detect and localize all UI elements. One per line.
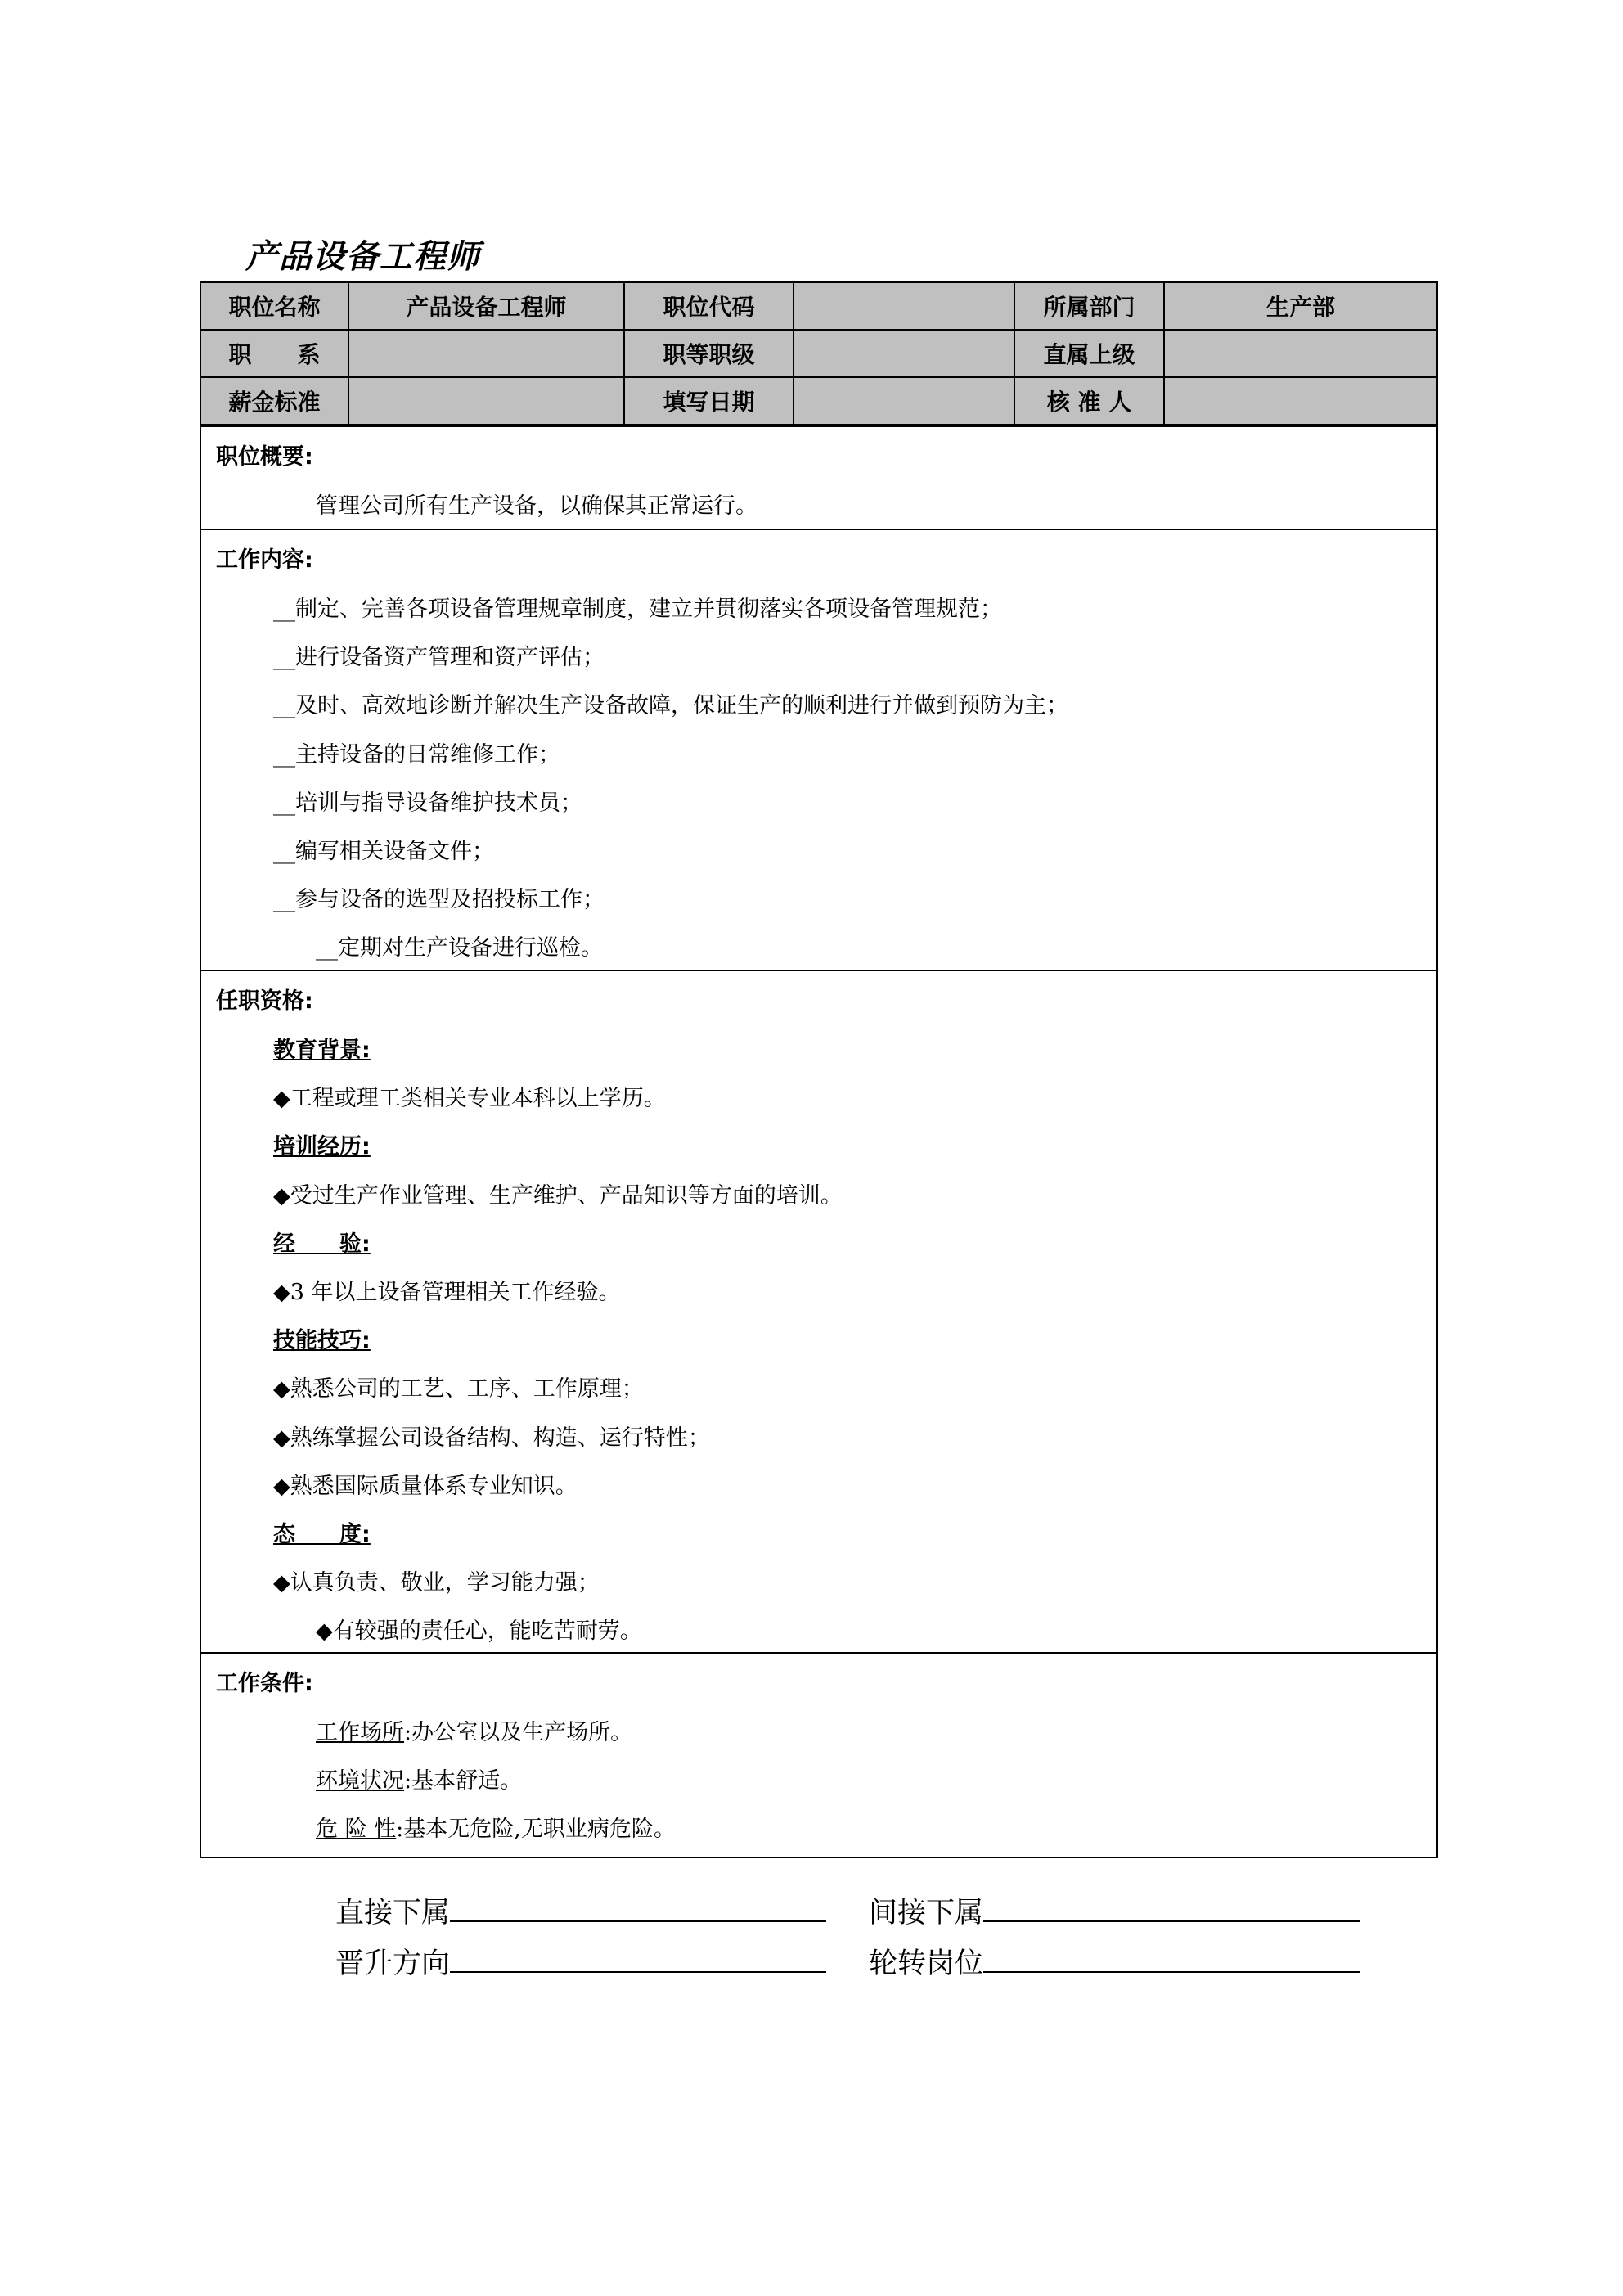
direct-subordinate-blank [450, 1899, 826, 1922]
header-value: 产品设备工程师 [348, 283, 624, 330]
training-label: 培训经历: [273, 1134, 371, 1159]
rotation-blank [983, 1950, 1360, 1973]
rotation-field [869, 1941, 1360, 1982]
promotion-blank [450, 1950, 826, 1973]
attitude-item: ◆认真负责、敬业，学习能力强； [273, 1570, 600, 1596]
attitude-item: ◆有较强的责任心，能吃苦耐劳。 [316, 1618, 642, 1644]
promotion-field [335, 1941, 826, 1982]
header-label: 职等职级 [624, 330, 794, 377]
indirect-subordinate-blank [983, 1899, 1360, 1922]
header-value [794, 377, 1014, 425]
duty-item: __参与设备的选型及招投标工作； [273, 887, 605, 912]
duty-item: __制定、完善各项设备管理规章制度，建立并贯彻落实各项设备管理规范； [273, 597, 1002, 622]
header-value [794, 283, 1014, 330]
risk-text: :基本无危险,无职业病危险。 [396, 1817, 676, 1842]
header-label: 职位代码 [624, 283, 794, 330]
header-value [794, 330, 1014, 377]
place-text: :办公室以及生产场所。 [404, 1720, 633, 1745]
risk-label: 危 险 性 [316, 1817, 397, 1842]
overview-text: 管理公司所有生产设备，以确保其正常运行。 [316, 493, 758, 519]
condition-environment [316, 1763, 522, 1794]
header-label: 职 系 [201, 330, 348, 377]
duty-item: __进行设备资产管理和资产评估； [273, 645, 605, 670]
duty-item: __编写相关设备文件； [273, 839, 494, 864]
skill-item: ◆熟悉国际质量体系专业知识。 [273, 1474, 578, 1499]
skill-item: ◆熟悉公司的工艺、工序、工作原理； [273, 1376, 644, 1402]
skill-item: ◆熟练掌握公司设备结构、构造、运行特性； [273, 1425, 710, 1451]
education-label: 教育背景: [273, 1038, 371, 1063]
duties-section [201, 529, 1436, 970]
direct-subordinate-field [335, 1890, 826, 1931]
duty-item: __及时、高效地诊断并解决生产设备故障，保证生产的顺利进行并做到预防为主； [273, 693, 1068, 718]
header-value [348, 377, 624, 425]
indirect-subordinate-label: 间接下属 [869, 1897, 984, 1929]
experience-label: 经 验: [273, 1231, 371, 1257]
env-text: :基本舒适。 [404, 1768, 523, 1794]
header-value [348, 330, 624, 377]
header-row [201, 330, 1436, 377]
condition-place [316, 1714, 632, 1746]
conditions-title: 工作条件: [216, 1671, 313, 1696]
header-label: 职位名称 [201, 283, 348, 330]
duty-item: __培训与指导设备维护技术员； [273, 790, 582, 816]
page-title: 产品设备工程师 [245, 238, 480, 276]
direct-subordinate-label: 直接下属 [335, 1897, 451, 1929]
promotion-label: 晋升方向 [335, 1947, 451, 1980]
experience-text: ◆3 年以上设备管理相关工作经验。 [273, 1280, 621, 1305]
duty-item: __定期对生产设备进行巡检。 [316, 935, 603, 961]
header-label: 所属部门 [1014, 283, 1164, 330]
training-text: ◆受过生产作业管理、生产维护、产品知识等方面的培训。 [273, 1183, 843, 1209]
education-text: ◆工程或理工类相关专业本科以上学历。 [273, 1086, 666, 1111]
header-table [201, 283, 1436, 425]
env-label: 环境状况 [316, 1768, 404, 1794]
skills-label: 技能技巧: [273, 1328, 371, 1353]
attitude-label: 态 度: [273, 1522, 371, 1547]
duties-title: 工作内容: [216, 547, 313, 573]
place-label: 工作场所 [316, 1720, 404, 1745]
duty-item: __主持设备的日常维修工作； [273, 742, 560, 768]
header-value [1164, 330, 1436, 377]
header-label: 直属上级 [1014, 330, 1164, 377]
header-row [201, 377, 1436, 425]
header-label: 核 准 人 [1014, 377, 1164, 425]
header-label: 薪金标准 [201, 377, 348, 425]
rotation-label: 轮转岗位 [869, 1947, 984, 1980]
qualifications-section [201, 970, 1436, 1652]
header-value: 生产部 [1164, 283, 1436, 330]
indirect-subordinate-field [869, 1890, 1360, 1931]
overview-title: 职位概要: [216, 444, 313, 470]
job-description-form [200, 281, 1438, 1858]
header-row [201, 283, 1436, 330]
condition-risk [316, 1811, 676, 1843]
overview-section [201, 425, 1436, 529]
header-value [1164, 377, 1436, 425]
conditions-section [201, 1652, 1436, 1857]
qualifications-title: 任职资格: [216, 988, 313, 1014]
header-label: 填写日期 [624, 377, 794, 425]
